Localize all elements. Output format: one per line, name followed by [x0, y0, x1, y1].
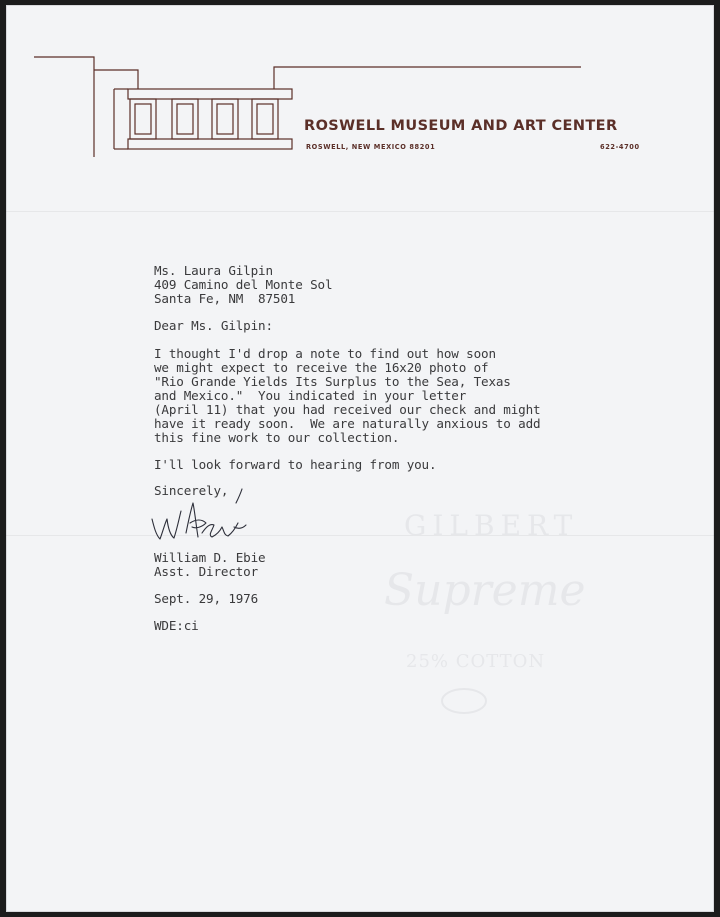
letter-page — [6, 5, 714, 912]
signer-title: Asst. Director — [154, 564, 259, 579]
organization-phone: 622-4700 — [600, 143, 640, 151]
body-line: this fine work to our collection. — [154, 430, 400, 445]
organization-name: ROSWELL MUSEUM AND ART CENTER — [304, 118, 618, 134]
fold-line — [6, 211, 714, 212]
recipient-street: 409 Camino del Monte Sol — [154, 277, 333, 292]
body-line: (April 11) that you had received our check and might — [154, 402, 541, 417]
organization-address: ROSWELL, NEW MEXICO 88201 — [306, 143, 436, 151]
reference-initials: WDE:ci — [154, 618, 199, 633]
body-line: have it ready soon. We are naturally anxious to add — [154, 416, 541, 431]
paper-watermark — [384, 505, 624, 725]
body-line: I thought I'd drop a note to find out how soon — [154, 346, 496, 361]
signer-name: William D. Ebie — [154, 550, 266, 565]
body-line: and Mexico." You indicated in your letter — [154, 388, 467, 403]
recipient-city: Santa Fe, NM 87501 — [154, 291, 296, 306]
body-line: "Rio Grande Yields Its Surplus to the Sea, Texas — [154, 374, 511, 389]
watermark-script: Supreme — [384, 565, 586, 616]
letter-date: Sept. 29, 1976 — [154, 591, 259, 606]
watermark-brand: GILBERT — [404, 509, 579, 542]
recipient-name: Ms. Laura Gilpin — [154, 263, 273, 278]
body-line: we might expect to receive the 16x20 photo of — [154, 360, 489, 375]
closing-line: I'll look forward to hearing from you. — [154, 457, 437, 472]
handwritten-signature — [146, 483, 276, 553]
sign-off: Sincerely, — [154, 483, 229, 498]
salutation: Dear Ms. Gilpin: — [154, 318, 273, 333]
watermark-content: 25% COTTON — [406, 651, 546, 672]
